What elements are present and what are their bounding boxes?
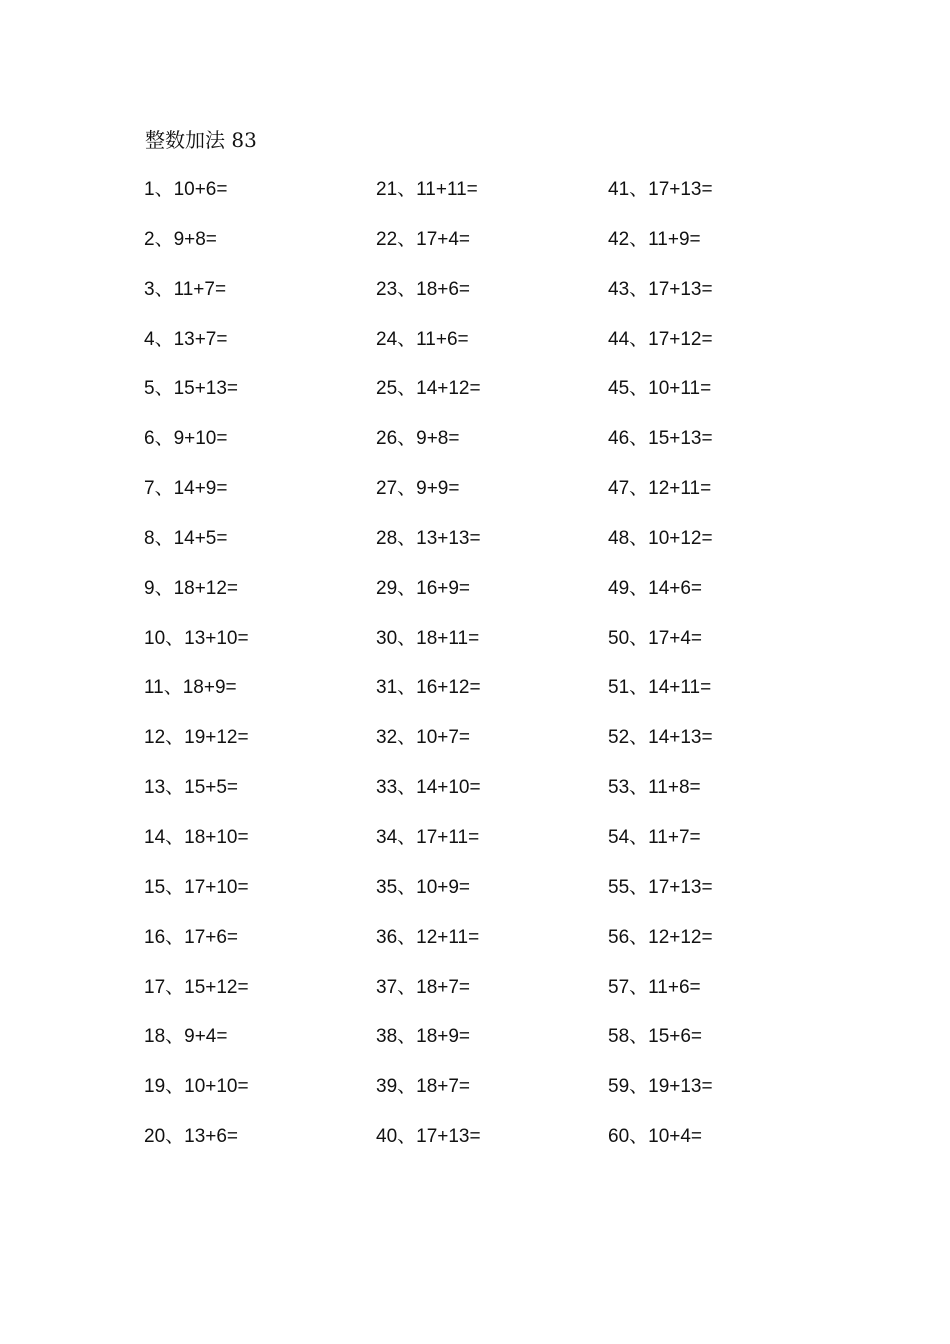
problem-item: 38、18+9= — [376, 1026, 471, 1048]
problem-item: 34、17+11= — [376, 826, 480, 848]
problem-item: 33、14+10= — [376, 777, 481, 799]
problem-item: 51、14+11= — [608, 677, 712, 699]
problem-item: 18、9+4= — [144, 1026, 228, 1048]
problem-item: 21、11+11= — [376, 179, 478, 200]
problem-item: 57、11+6= — [608, 976, 701, 998]
problem-item: 45、10+11= — [608, 378, 712, 400]
problem-item: 1、10+6= — [144, 179, 228, 200]
problem-item: 12、19+12= — [144, 727, 249, 749]
problem-item: 58、15+6= — [608, 1026, 703, 1048]
problem-item: 40、17+13= — [376, 1126, 481, 1148]
problem-item: 47、12+11= — [608, 478, 712, 500]
problem-item: 24、11+6= — [376, 328, 469, 350]
problem-item: 22、17+4= — [376, 228, 471, 250]
problem-item: 35、10+9= — [376, 876, 471, 898]
problem-item: 41、17+13= — [608, 179, 713, 200]
problem-item: 4、13+7= — [144, 328, 228, 350]
problem-item: 48、10+12= — [608, 527, 713, 549]
problem-item: 28、13+13= — [376, 527, 481, 549]
problem-item: 55、17+13= — [608, 876, 713, 898]
problem-item: 60、10+4= — [608, 1126, 703, 1148]
problem-item: 25、14+12= — [376, 378, 481, 400]
problem-item: 44、17+12= — [608, 328, 713, 350]
problem-item: 5、15+13= — [144, 378, 239, 400]
problem-column-1 — [144, 176, 364, 1173]
problem-item: 50、17+4= — [608, 627, 703, 649]
problem-item: 17、15+12= — [144, 976, 249, 998]
problem-item: 11、18+9= — [144, 677, 237, 699]
problem-item: 27、9+9= — [376, 478, 460, 500]
problem-item: 37、18+7= — [376, 976, 471, 998]
problem-item: 14、18+10= — [144, 826, 249, 848]
problem-item: 23、18+6= — [376, 278, 471, 300]
problem-item: 52、14+13= — [608, 727, 713, 749]
problem-item: 30、18+11= — [376, 627, 480, 649]
problem-item: 59、19+13= — [608, 1076, 713, 1098]
problem-item: 3、11+7= — [144, 278, 227, 300]
problem-item: 39、18+7= — [376, 1076, 471, 1098]
problem-item: 46、15+13= — [608, 428, 713, 450]
problem-item: 42、11+9= — [608, 228, 701, 250]
problem-item: 10、13+10= — [144, 627, 249, 649]
page-title: 整数加法 83 — [145, 128, 257, 152]
problem-item: 53、11+8= — [608, 777, 701, 799]
problem-item: 9、18+12= — [144, 577, 239, 599]
problem-item: 20、13+6= — [144, 1126, 239, 1148]
problem-column-2 — [376, 176, 596, 1173]
problem-item: 54、11+7= — [608, 826, 701, 848]
problem-item: 31、16+12= — [376, 677, 481, 699]
problem-item: 29、16+9= — [376, 577, 471, 599]
problem-item: 32、10+7= — [376, 727, 471, 749]
problem-item: 6、9+10= — [144, 428, 228, 450]
problem-item: 2、9+8= — [144, 228, 217, 250]
problem-item: 19、10+10= — [144, 1076, 249, 1098]
problem-item: 56、12+12= — [608, 926, 713, 948]
problem-item: 26、9+8= — [376, 428, 460, 450]
problem-column-3 — [608, 176, 828, 1173]
problem-item: 43、17+13= — [608, 278, 713, 300]
problem-item: 36、12+11= — [376, 926, 480, 948]
problem-item: 13、15+5= — [144, 777, 239, 799]
problem-item: 15、17+10= — [144, 876, 249, 898]
problem-item: 49、14+6= — [608, 577, 703, 599]
problem-item: 8、14+5= — [144, 527, 228, 549]
problem-item: 16、17+6= — [144, 926, 239, 948]
problem-item: 7、14+9= — [144, 478, 228, 500]
